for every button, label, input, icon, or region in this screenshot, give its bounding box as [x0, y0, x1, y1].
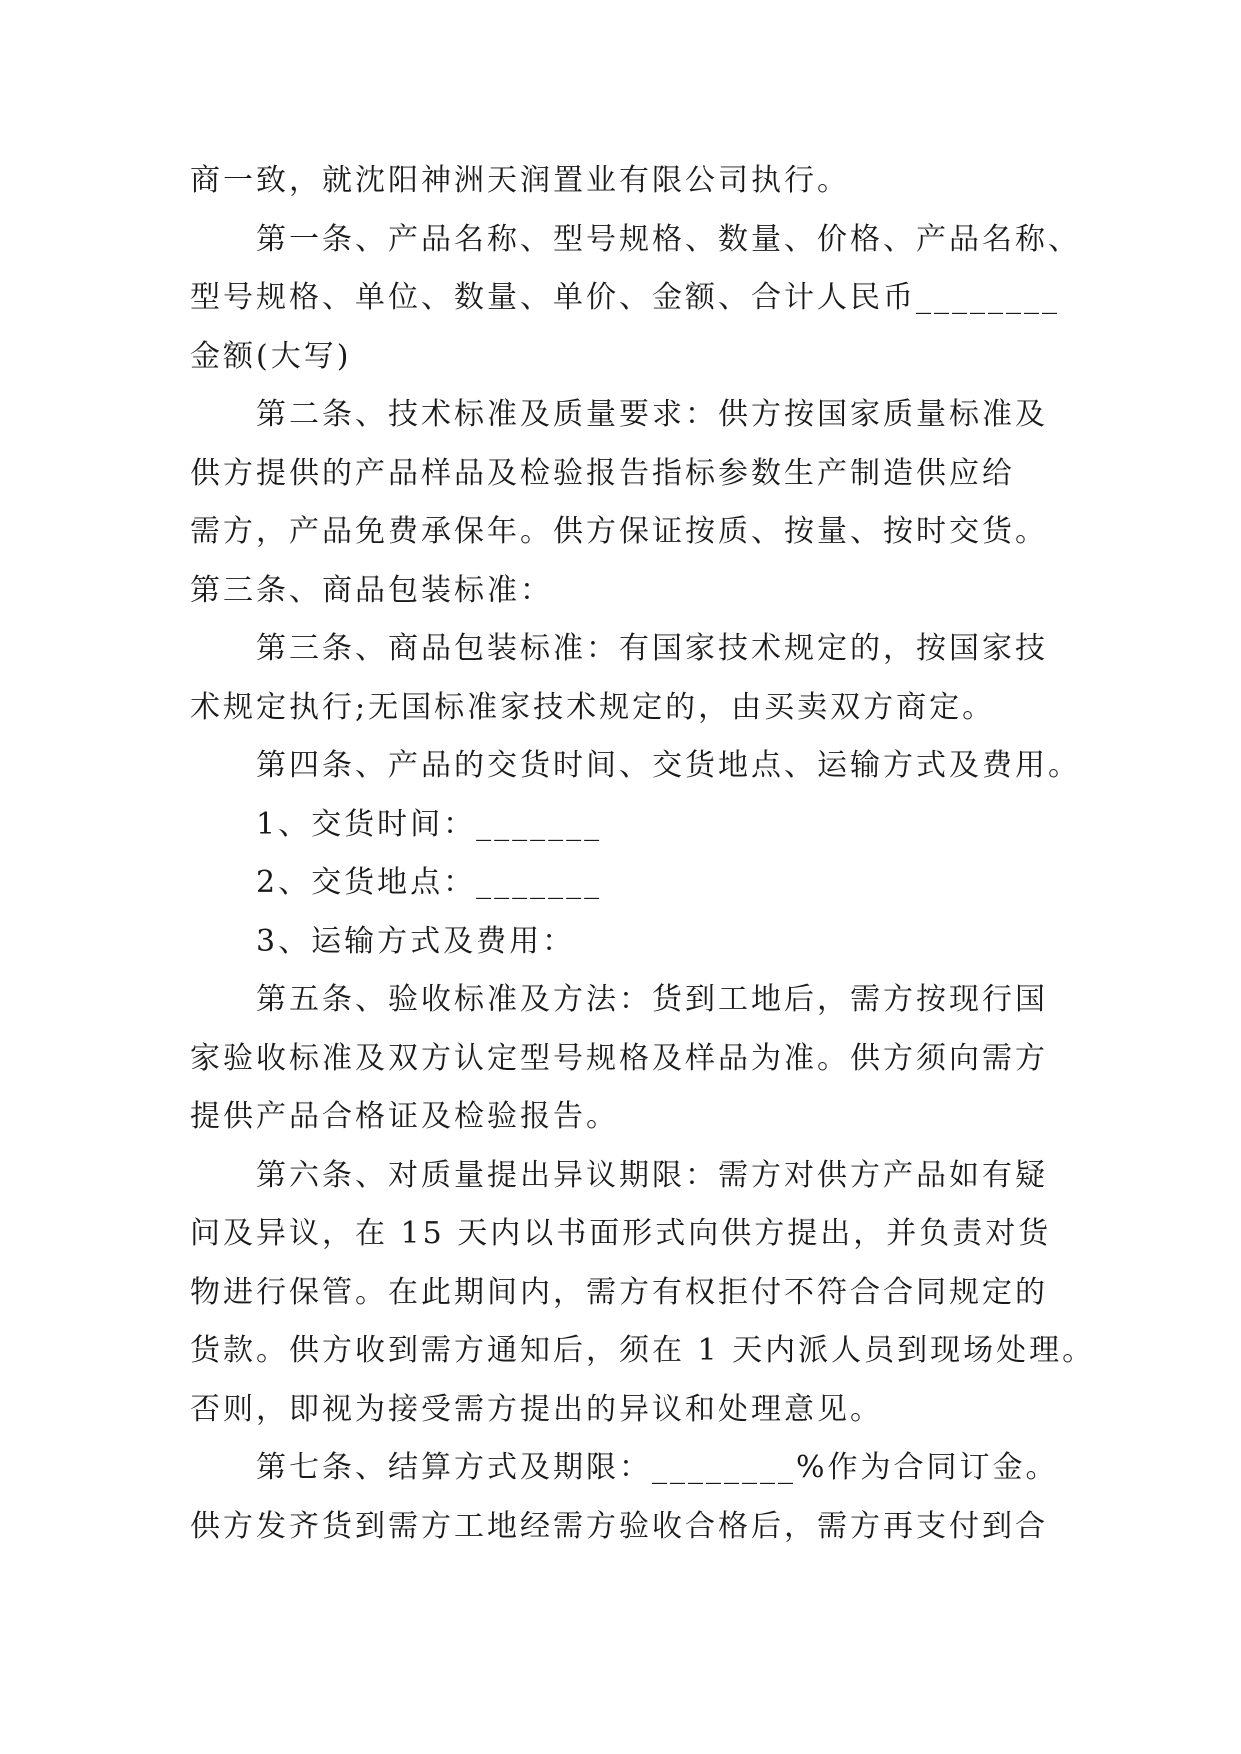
text-line: 术规定执行;无国标准家技术规定的，由买卖双方商定。 [190, 689, 996, 725]
text-line: 3、运输方式及费用： [256, 923, 576, 959]
text-line: 第一条、产品名称、型号规格、数量、价格、产品名称、 [256, 221, 1081, 257]
text-line: 1、交货时间：_______ [256, 806, 603, 842]
text-line: 需方，产品免费承保年。供方保证按质、按量、按时交货。 [190, 514, 1048, 549]
text-line: 第七条、结算方式及期限：________%作为合同订金。 [256, 1450, 1059, 1485]
text-line: 供方发齐货到需方工地经需方验收合格后，需方再支付到合 [190, 1508, 1048, 1544]
text-line: 物进行保管。在此期间内，需方有权拒付不符合合同规定的 [190, 1274, 1048, 1310]
text-line: 型号规格、单位、数量、单价、金额、合计人民币________ [190, 280, 1060, 315]
text-line: 商一致，就沈阳神洲天润置业有限公司执行。 [190, 163, 850, 198]
text-line: 第五条、验收标准及方法：货到工地后，需方按现行国 [256, 982, 1048, 1017]
text-line: 问及异议，在 15 天内以书面形式向供方提出，并负责对货 [190, 1216, 1052, 1251]
text-line: 货款。供方收到需方通知后，须在 1 天内派人员到现场处理。 [190, 1333, 1096, 1368]
text-line: 第三条、商品包装标准：有国家技术规定的，按国家技 [256, 631, 1048, 666]
text-line: 提供产品合格证及检验报告。 [190, 1099, 619, 1134]
text-line: 2、交货地点：_______ [256, 865, 603, 900]
text-line: 供方提供的产品样品及检验报告指标参数生产制造供应给 [190, 455, 1015, 491]
text-line: 金额(大写) [190, 338, 352, 374]
text-line: 第三条、商品包装标准： [190, 572, 553, 608]
text-line: 否则，即视为接受需方提出的异议和处理意见。 [190, 1391, 883, 1427]
contract-body [190, 152, 1096, 1556]
text-line: 第二条、技术标准及质量要求：供方按国家质量标准及 [256, 397, 1048, 432]
text-line: 第四条、产品的交货时间、交货地点、运输方式及费用。 [256, 748, 1081, 783]
text-line: 家验收标准及双方认定型号规格及样品为准。供方须向需方 [190, 1040, 1048, 1076]
text-line: 第六条、对质量提出异议期限：需方对供方产品如有疑 [256, 1157, 1048, 1193]
